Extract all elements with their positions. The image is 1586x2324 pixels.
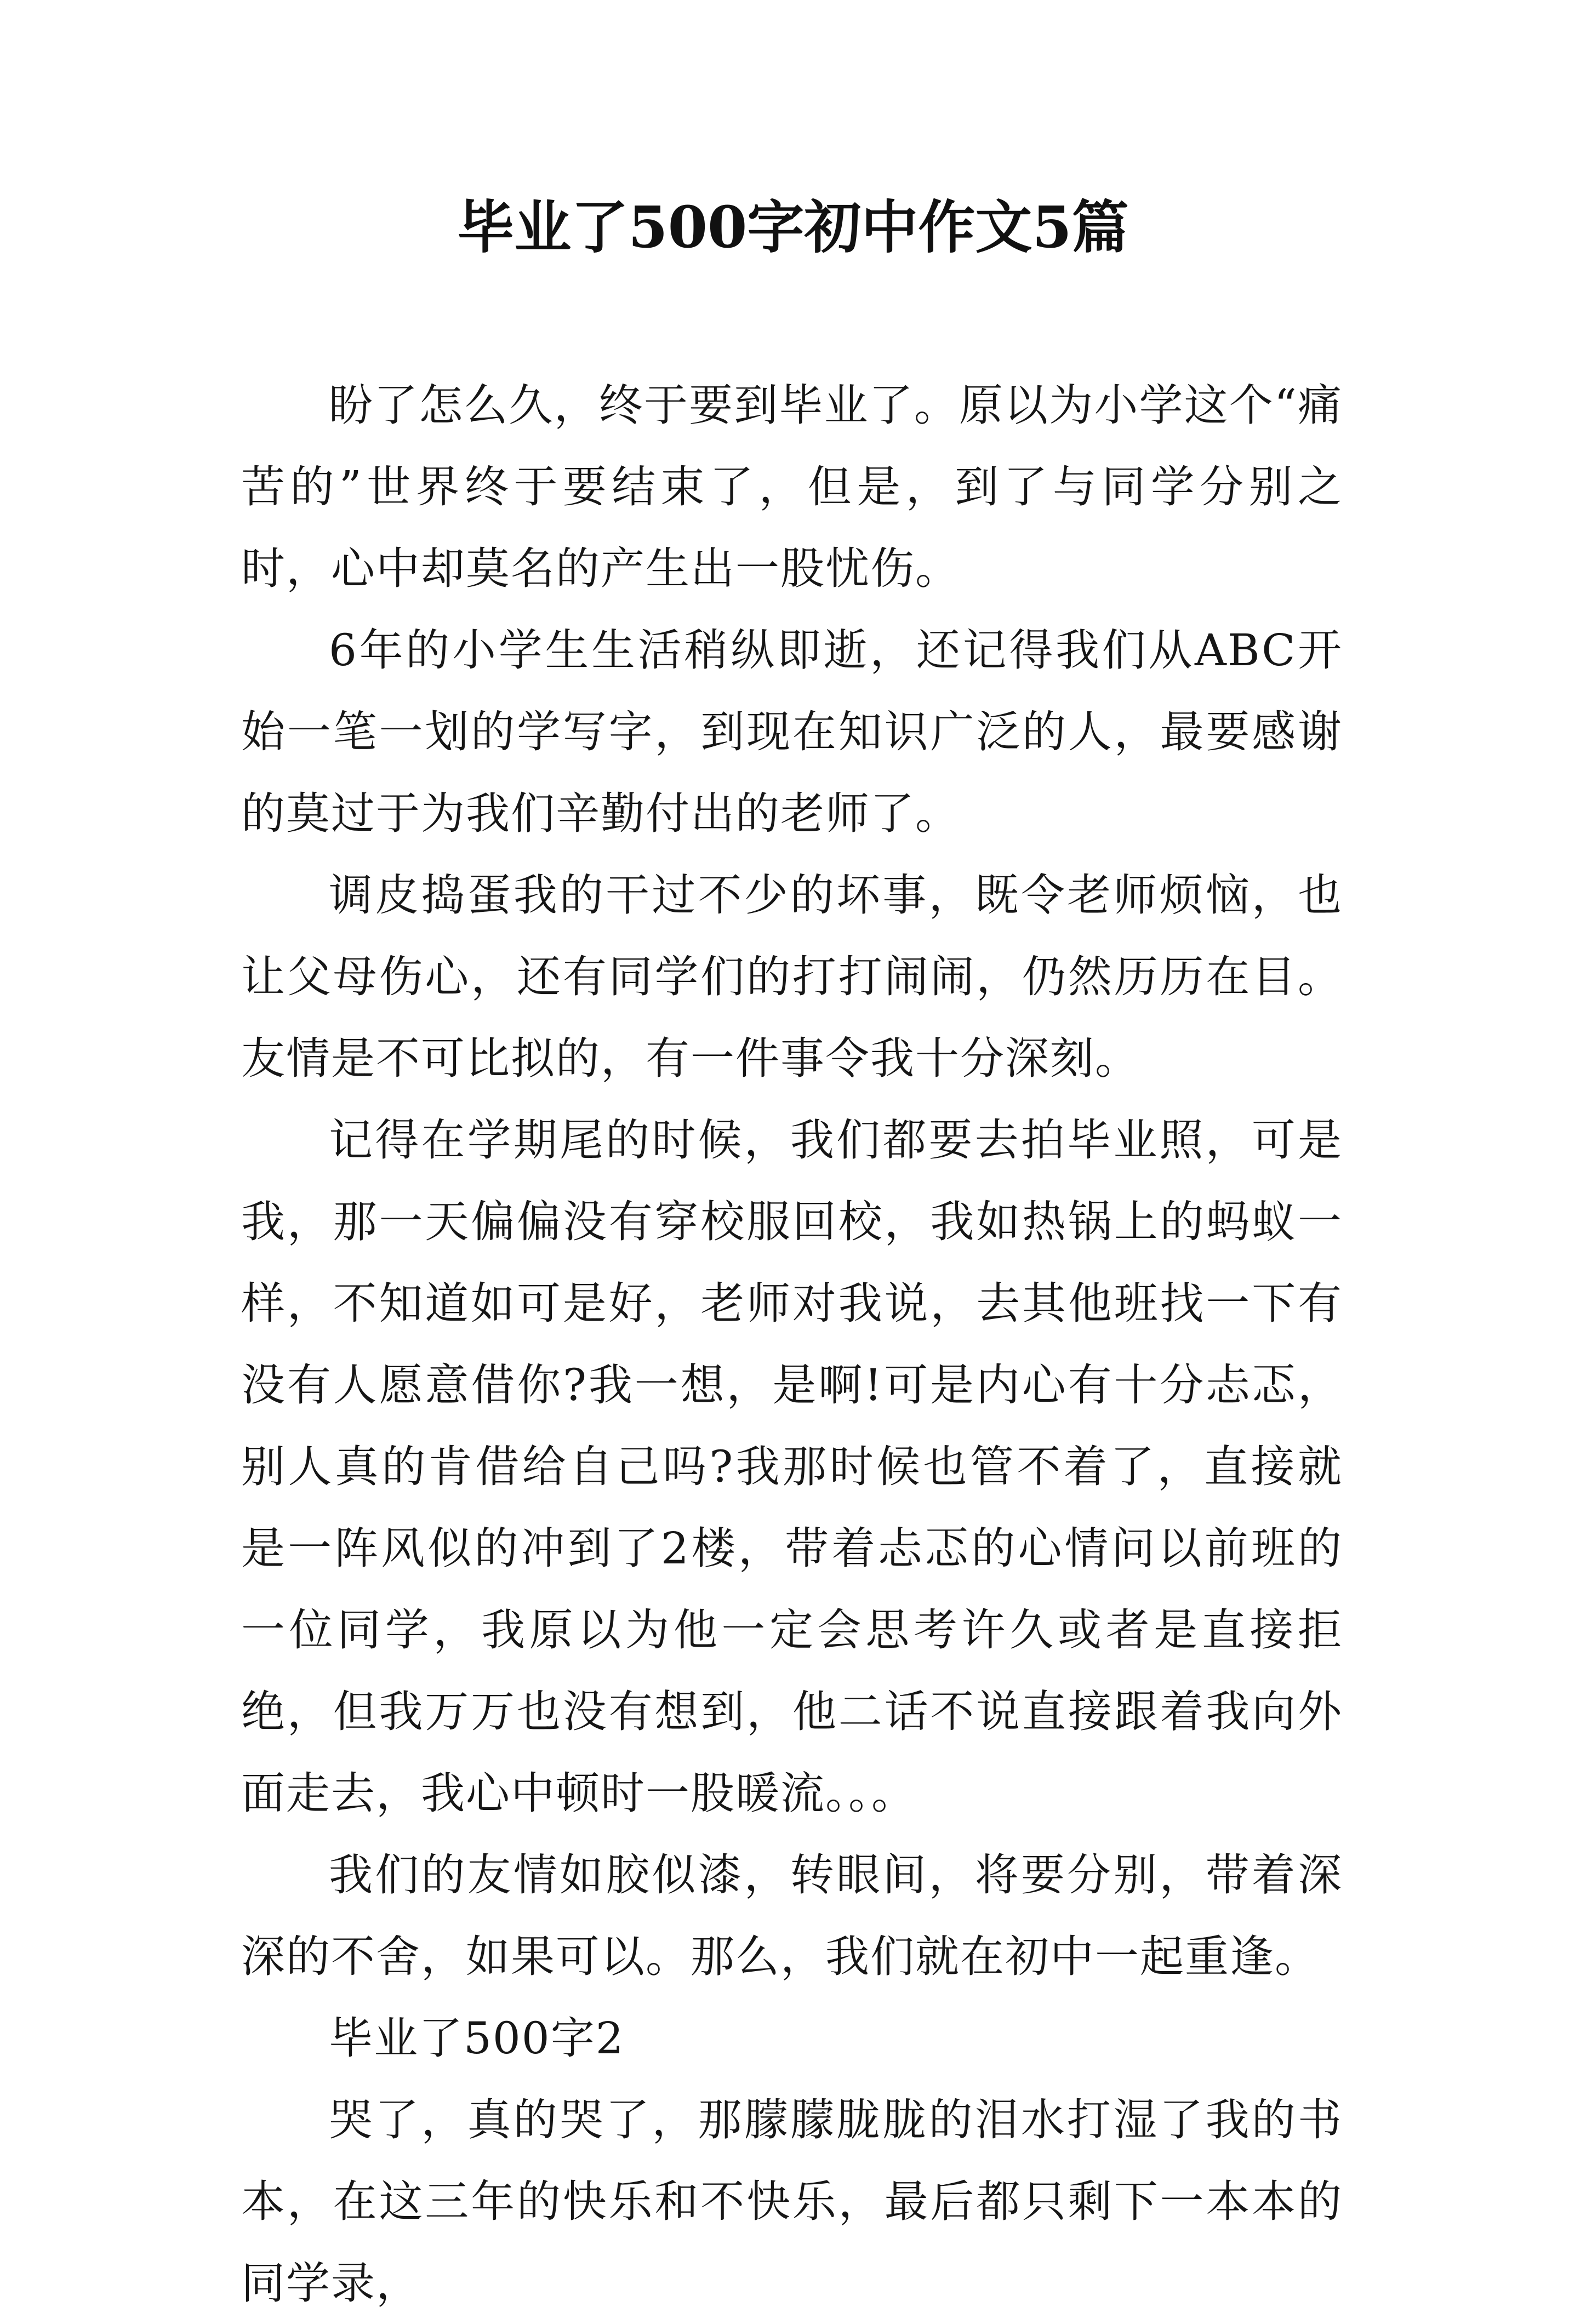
paragraph-3: 调皮捣蛋我的干过不少的坏事，既令老师烦恼，也让父母伤心，还有同学们的打打闹闹，仍然历历在目。友情是不可比拟的，有一件事令我十分深刻。	[241, 870, 1343, 1084]
paragraph-5: 我们的友情如胶似漆，转眼间，将要分别，带着深深的不舍，如果可以。那么，我们就在初中一起重逢。	[241, 1849, 1343, 1982]
document-body	[241, 364, 1343, 2324]
paragraph-1: 盼了怎么久，终于要到毕业了。原以为小学这个“痛苦的”世界终于要结束了，但是，到了与同学分别之时，心中却莫名的产生出一股忧伤。	[241, 380, 1343, 594]
paragraph-4: 记得在学期尾的时候，我们都要去拍毕业照，可是我，那一天偏偏没有穿校服回校，我如热锅上的蚂蚁一样，不知道如可是好，老师对我说，去其他班找一下有没有人愿意借你?我一想，是啊!可是内心有十分忐忑，别人真的肯借给自己吗?我那时候也管不着了，直接就是一阵风似的冲到了2楼，带着忐忑的心情问以前班的一位同学，我原以为他一定会思考许久或者是直接拒绝，但我万万也没有想到，他二话不说直接跟着我向外面走去，我心中顿时一股暖流。。。	[241, 1115, 1343, 1819]
paragraph-2: 6年的小学生生活稍纵即逝，还记得我们从ABC开始一笔一划的学写字，到现在知识广泛的人，最要感谢的莫过于为我们辛勤付出的老师了。	[241, 625, 1343, 839]
document-title: 毕业了500字初中作文5篇	[457, 193, 1129, 261]
paragraph-6: 哭了，真的哭了，那朦朦胧胧的泪水打湿了我的书本，在这三年的快乐和不快乐，最后都只剩下一本本的同学录，	[241, 2094, 1343, 2309]
section-subheading: 毕业了500字2	[329, 2013, 625, 2064]
